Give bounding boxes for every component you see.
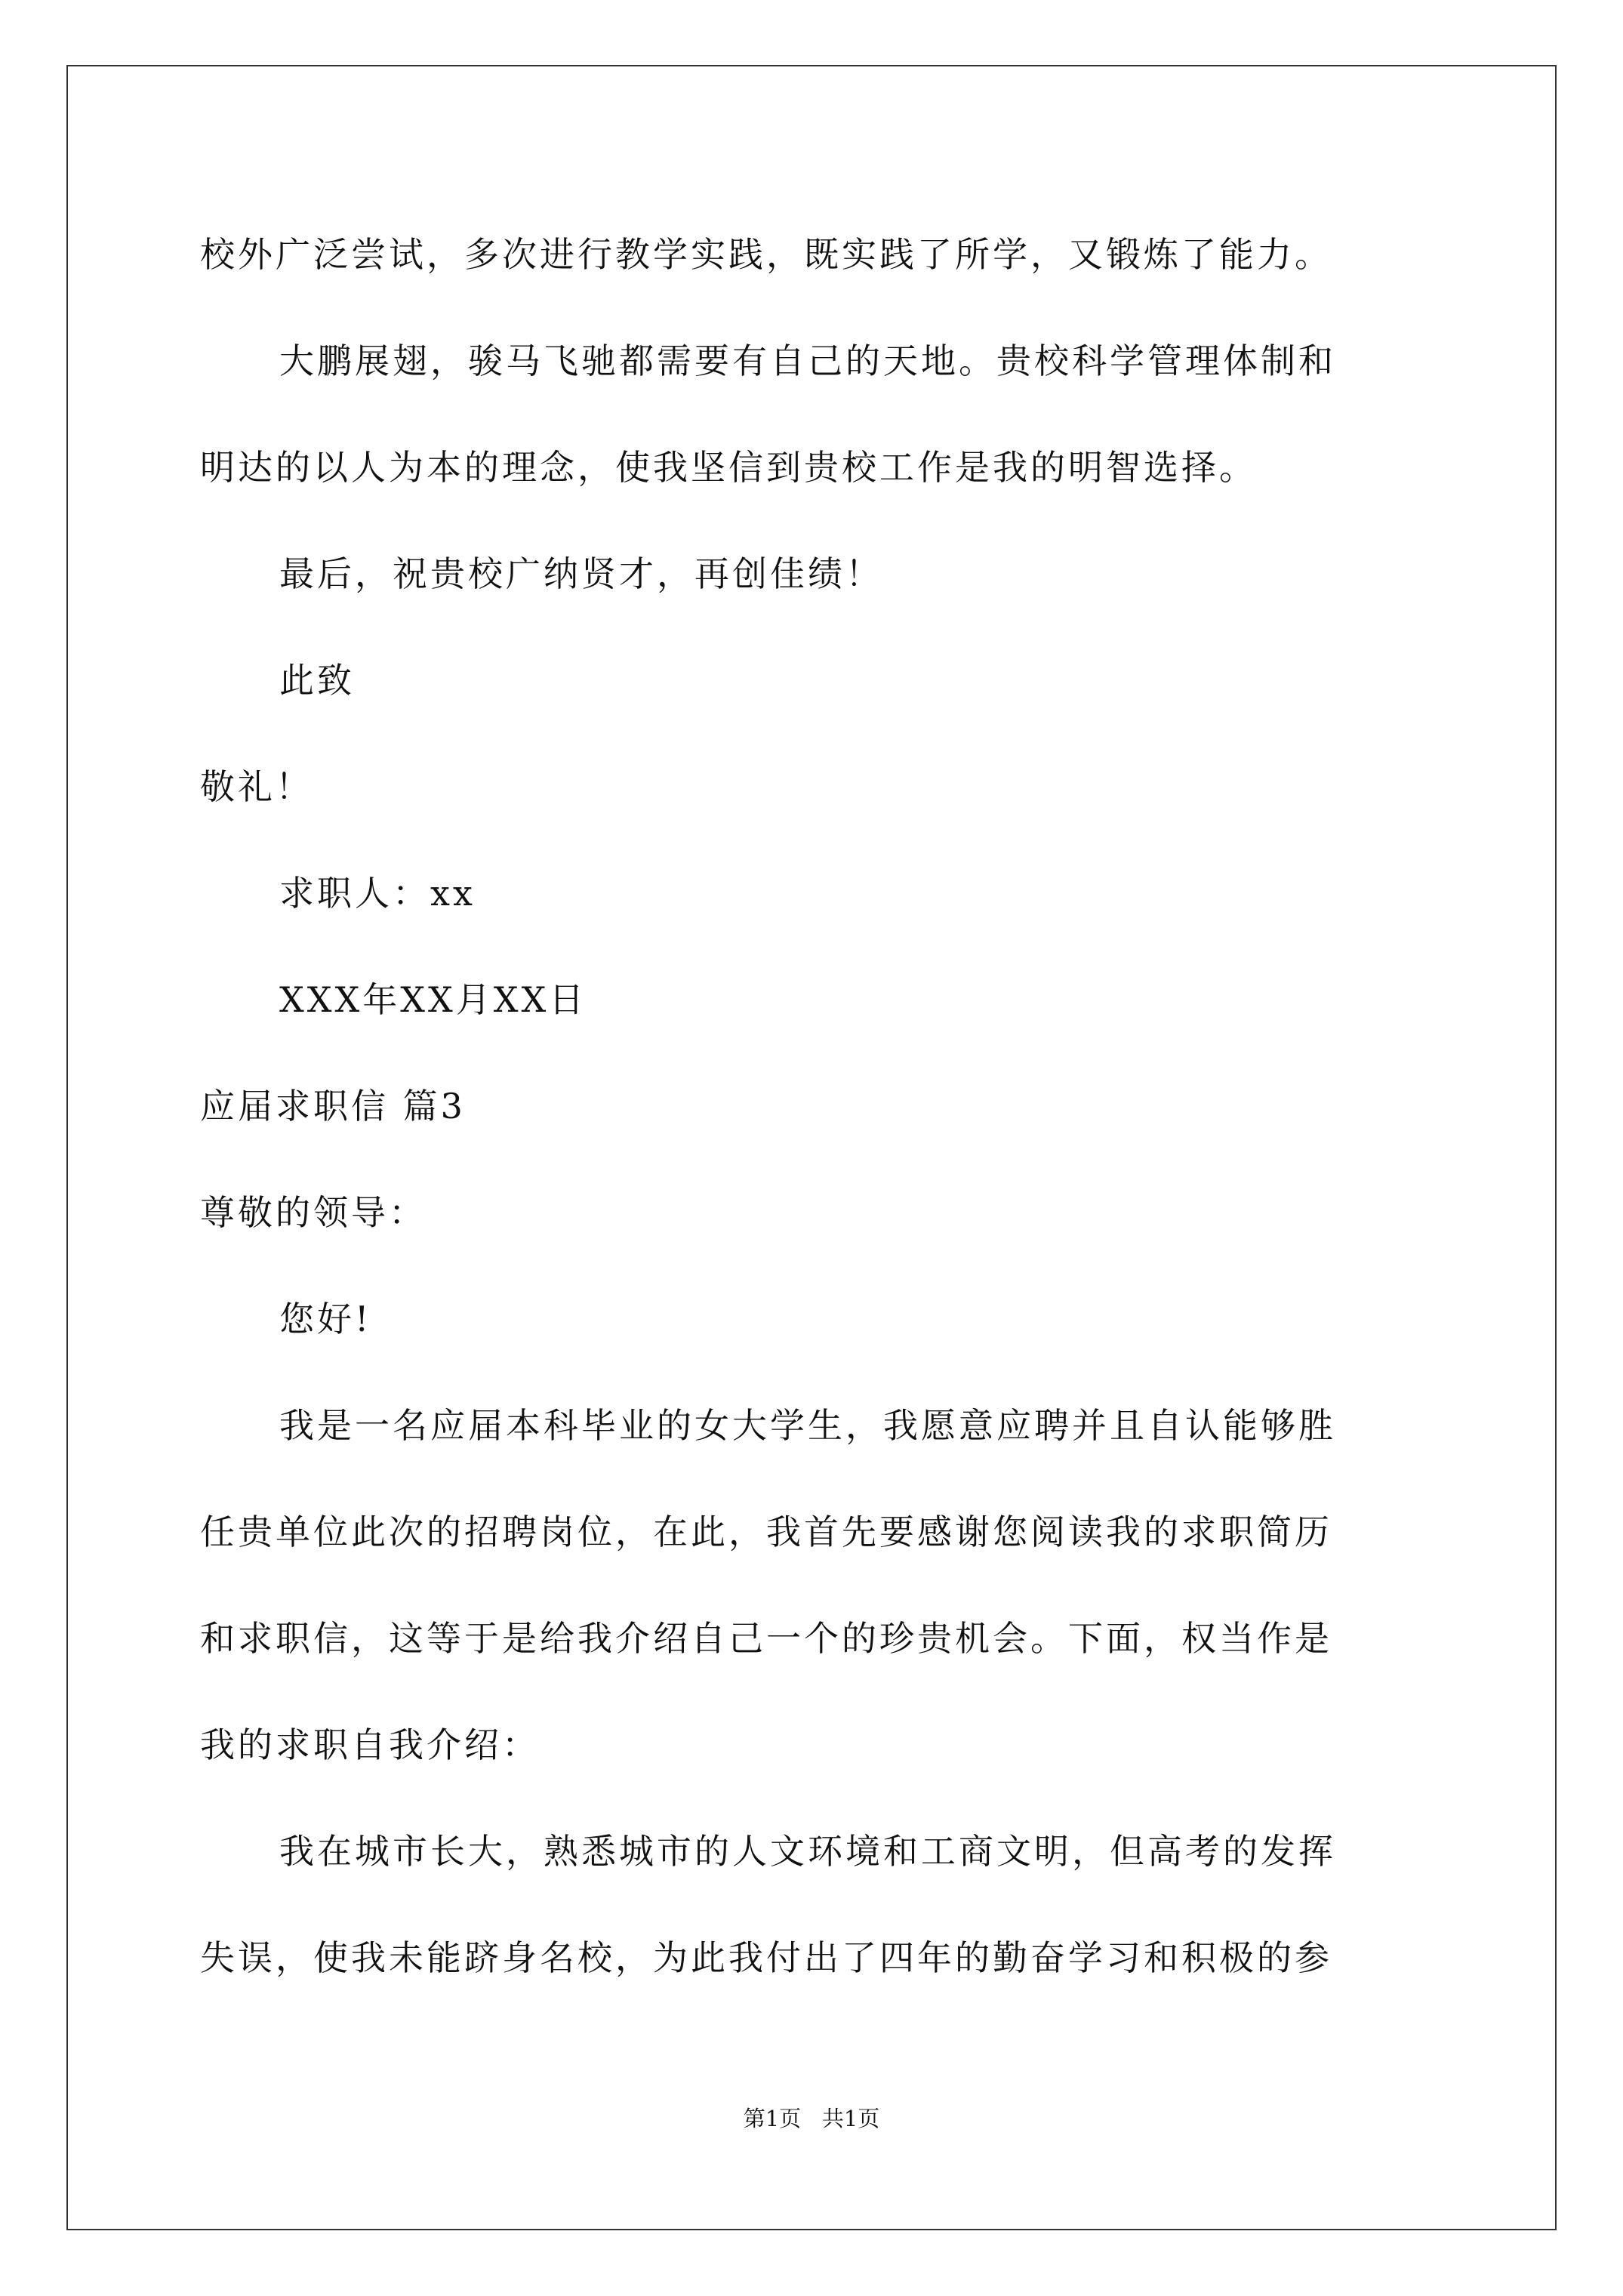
page-footer: 第1页 共1页 bbox=[743, 2106, 880, 2131]
body-line: 大鹏展翅，骏马飞驰都需要有自己的天地。贵校科学管理体制和 bbox=[279, 341, 1336, 381]
body-line: 失误，使我未能跻身名校，为此我付出了四年的勤奋学习和积极的参 bbox=[200, 1937, 1332, 1978]
body-line: 我在城市长大，熟悉城市的人文环境和工商文明，但高考的发挥 bbox=[279, 1831, 1336, 1872]
body-line: 明达的以人为本的理念，使我坚信到贵校工作是我的明智选择。 bbox=[200, 447, 1257, 488]
body-line: 最后，祝贵校广纳贤才，再创佳绩！ bbox=[279, 553, 883, 594]
page-border bbox=[66, 65, 1557, 2230]
letter-hello: 您好! bbox=[279, 1299, 372, 1339]
letter-date: XXX年XX月XX日 bbox=[279, 979, 587, 1020]
body-line: 和求职信，这等于是给我介绍自己一个的珍贵机会。下面，权当作是 bbox=[200, 1618, 1332, 1659]
section-heading: 应届求职信 篇3 bbox=[200, 1086, 466, 1126]
body-line: 我是一名应届本科毕业的女大学生，我愿意应聘并且自认能够胜 bbox=[279, 1405, 1336, 1446]
applicant-signature: 求职人：xx bbox=[279, 873, 476, 914]
closing-regards: 敬礼！ bbox=[200, 766, 313, 807]
body-line: 校外广泛尝试，多次进行教学实践，既实践了所学，又锻炼了能力。 bbox=[200, 234, 1332, 275]
body-line: 我的求职自我介绍： bbox=[200, 1724, 540, 1765]
letter-greeting: 尊敬的领导： bbox=[200, 1192, 427, 1233]
body-line: 任贵单位此次的招聘岗位，在此，我首先要感谢您阅读我的求职简历 bbox=[200, 1512, 1332, 1552]
closing-salutation: 此致 bbox=[279, 660, 355, 701]
